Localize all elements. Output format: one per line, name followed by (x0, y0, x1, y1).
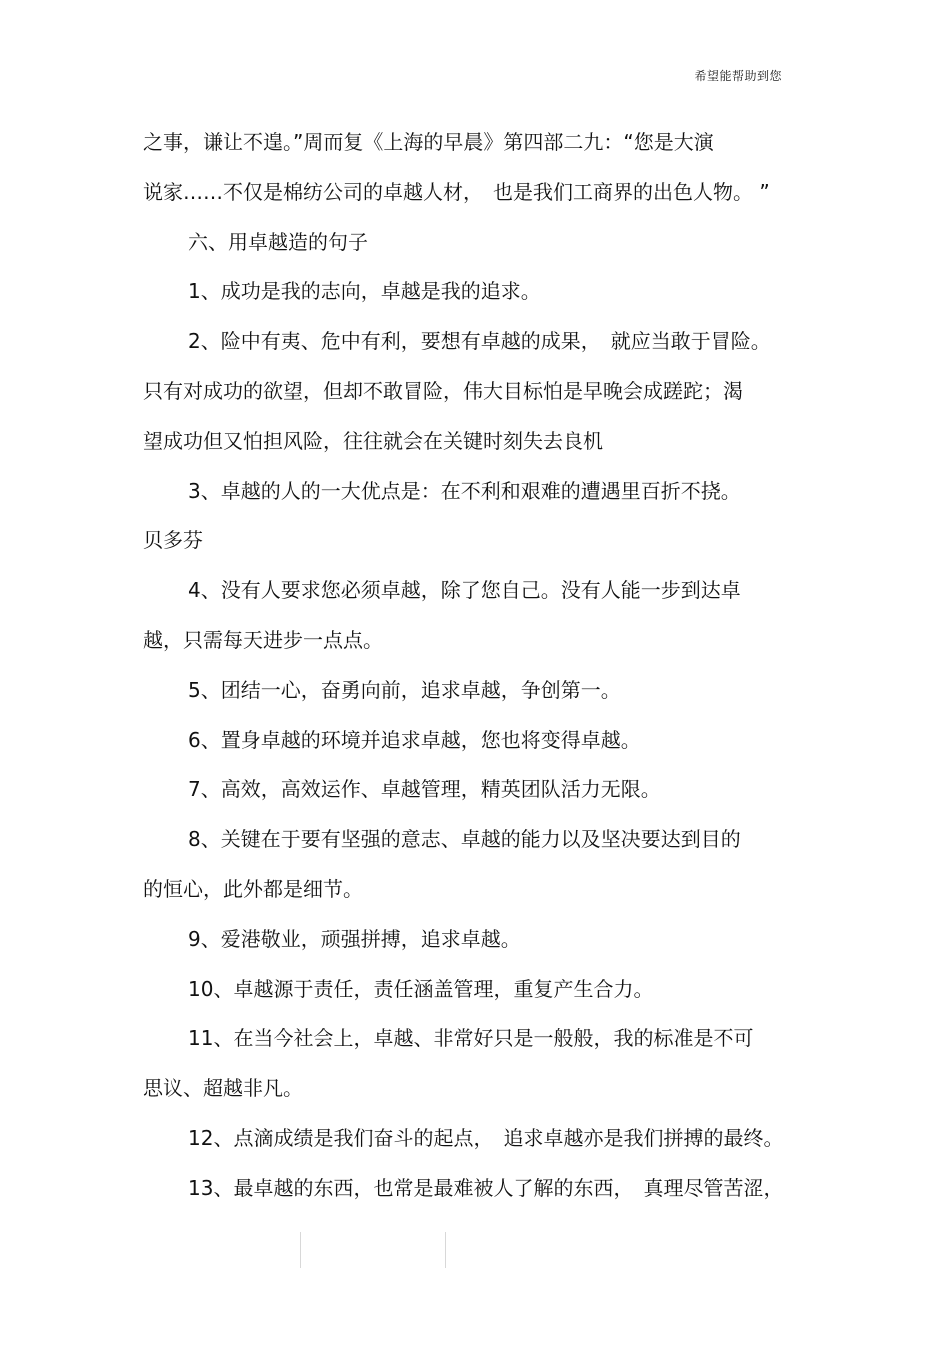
text-line: 的恒心，此外都是细节。 (143, 876, 363, 901)
document-body (143, 122, 793, 1218)
text-line: 之事，谦让不遑。”周而复《上海的早晨》第四部二九：“您是大演 (143, 130, 714, 154)
text-line: 11、在当今社会上，卓越、非常好只是一般般，我的标准是不可 (188, 1026, 754, 1051)
text-line: 越，只需每天进步一点点。 (143, 627, 383, 652)
text-line: 8、关键在于要有坚强的意志、卓越的能力以及坚决要达到目的 (188, 827, 741, 852)
text-line: 六、用卓越造的句子 (188, 229, 368, 254)
text-line: 10、卓越源于责任，责任涵盖管理，重复产生合力。 (188, 976, 654, 1001)
text-line: 5、团结一心，奋勇向前，追求卓越，争创第一。 (188, 677, 621, 702)
text-line: 2、险中有夷、危中有利，要想有卓越的成果， 就应当敢于冒险。 (188, 329, 771, 354)
footer-divider-left (300, 1232, 301, 1268)
text-line: 3、卓越的人的一大优点是：在不利和艰难的遭遇里百折不挠。 (188, 478, 741, 503)
text-line: 说家……不仅是棉纺公司的卓越人材， 也是我们工商界的出色人物。 ” (143, 179, 770, 204)
text-line: 7、高效，高效运作、卓越管理，精英团队活力无限。 (188, 777, 661, 802)
text-line: 13、最卓越的东西，也常是最难被人了解的东西， 真理尽管苦涩， (188, 1175, 784, 1200)
text-line: 9、爱港敬业，顽强拼搏，追求卓越。 (188, 926, 521, 951)
text-line: 贝多芬 (143, 528, 203, 553)
text-line: 只有对成功的欲望，但却不敢冒险，伟大目标怕是早晚会成蹉跎；渴 (143, 378, 743, 403)
text-line: 望成功但又怕担风险，往往就会在关键时刻失去良机 (143, 428, 603, 453)
text-line: 思议、超越非凡。 (143, 1076, 303, 1101)
footer-divider-right (445, 1232, 446, 1268)
text-line: 6、置身卓越的环境并追求卓越，您也将变得卓越。 (188, 727, 641, 752)
text-line: 4、没有人要求您必须卓越，除了您自己。没有人能一步到达卓 (188, 578, 741, 603)
page-header: 希望能帮助到您 (694, 69, 782, 83)
text-line: 1、成功是我的志向，卓越是我的追求。 (188, 279, 541, 304)
text-line: 12、点滴成绩是我们奋斗的起点， 追求卓越亦是我们拼搏的最终。 (188, 1125, 784, 1150)
